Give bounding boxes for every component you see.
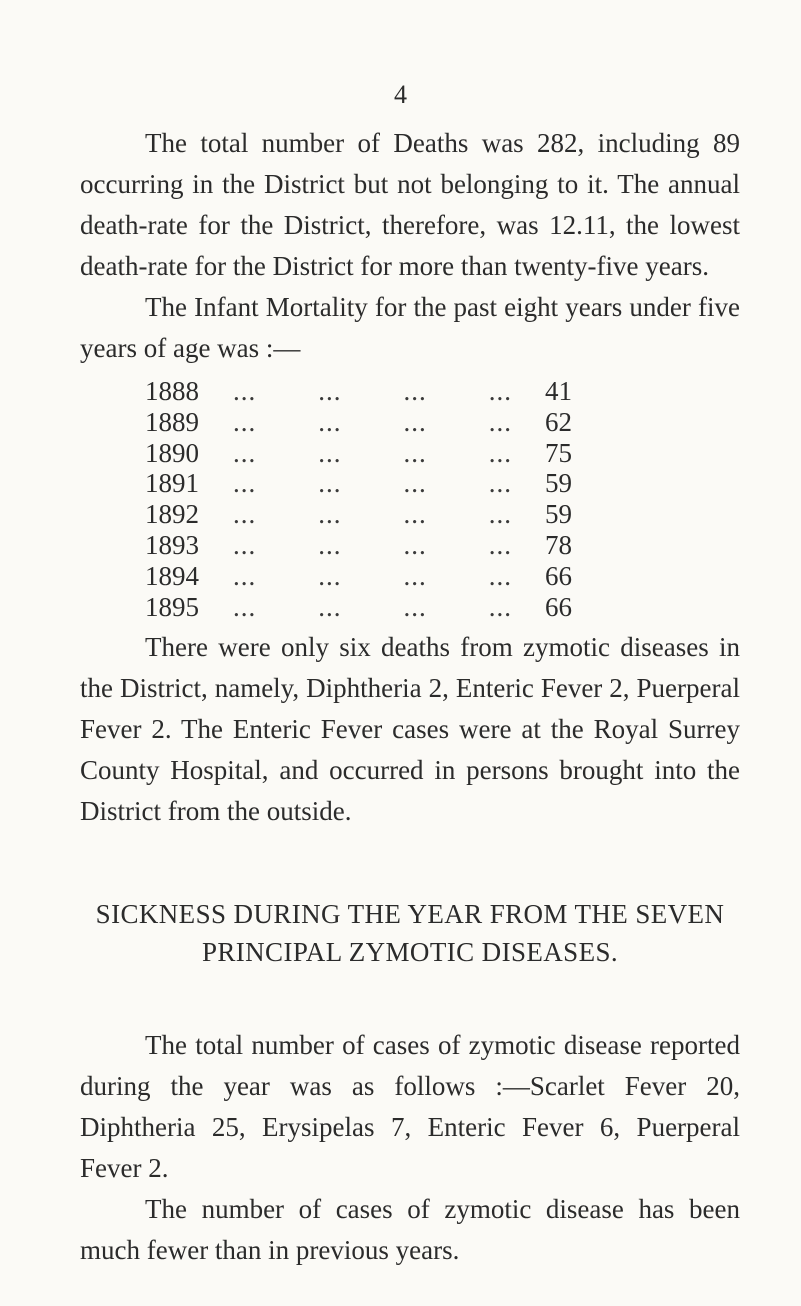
mortality-value: 62	[545, 406, 572, 437]
mortality-value: 66	[545, 560, 572, 591]
cases-text: The total number of cases of zymotic disease reported during the year was as follows :—Scarlet Fever 20, Diphtheria 25, Erysipelas 7, Enteric Fever 6, Puerperal Fever 2.	[80, 1030, 740, 1183]
mortality-value: 59	[545, 499, 572, 530]
mortality-row	[145, 407, 585, 438]
infant-intro-text: The Infant Mortality for the past eight years under five years of age was :—	[80, 292, 740, 363]
mortality-row	[145, 530, 585, 561]
mortality-row	[145, 468, 585, 499]
mortality-row	[145, 438, 585, 469]
dot-leader: ... ... ... ...	[233, 529, 512, 560]
dot-leader: ... ... ... ...	[233, 376, 512, 406]
mortality-year: 1888	[145, 376, 199, 406]
mortality-row	[145, 499, 585, 530]
dot-leader: ... ... ... ...	[233, 468, 512, 499]
mortality-year: 1893	[145, 529, 199, 560]
mortality-row	[145, 561, 585, 592]
deaths-text: The total number of Deaths was 282, including 89 occurring in the District but not belonging to it. The annual death-rate for the District, therefore, was 12.11, the lowest death-rate for the District for more than twenty-five years.	[80, 128, 740, 281]
dot-leader: ... ... ... ...	[233, 499, 512, 530]
mortality-value: 41	[545, 376, 572, 406]
mortality-row	[145, 592, 585, 623]
dot-leader: ... ... ... ...	[233, 406, 512, 437]
infant-mortality-table	[145, 376, 585, 622]
zymotic-deaths-paragraph	[80, 627, 740, 832]
mortality-value: 78	[545, 529, 572, 560]
mortality-year: 1895	[145, 591, 199, 622]
fewer-cases-text: The number of cases of zymotic disease has been much fewer than in previous years.	[80, 1194, 740, 1265]
mortality-value: 59	[545, 468, 572, 499]
cases-paragraph	[80, 1025, 740, 1271]
dot-leader: ... ... ... ...	[233, 437, 512, 468]
mortality-year: 1890	[145, 437, 199, 468]
mortality-year: 1894	[145, 560, 199, 591]
mortality-year: 1891	[145, 468, 199, 499]
dot-leader: ... ... ... ...	[233, 591, 512, 622]
deaths-paragraph	[80, 123, 740, 369]
mortality-value: 75	[545, 437, 572, 468]
mortality-year: 1889	[145, 406, 199, 437]
dot-leader: ... ... ... ...	[233, 560, 512, 591]
section-heading: SICKNESS DURING THE YEAR FROM THE SEVEN PRINCIPAL ZYMOTIC DISEASES.	[95, 899, 725, 967]
mortality-year: 1892	[145, 499, 199, 530]
zymotic-deaths-text: There were only six deaths from zymotic diseases in the District, namely, Diphtheria 2, Enteric Fever 2, Puerperal Fever 2. The Enteric Fever cases were at the Royal Surrey County Hospital, and occurred in persons brought into the District from the outside.	[80, 632, 740, 826]
mortality-value: 66	[545, 591, 572, 622]
mortality-row	[145, 376, 585, 407]
page-number: 4	[394, 80, 407, 109]
